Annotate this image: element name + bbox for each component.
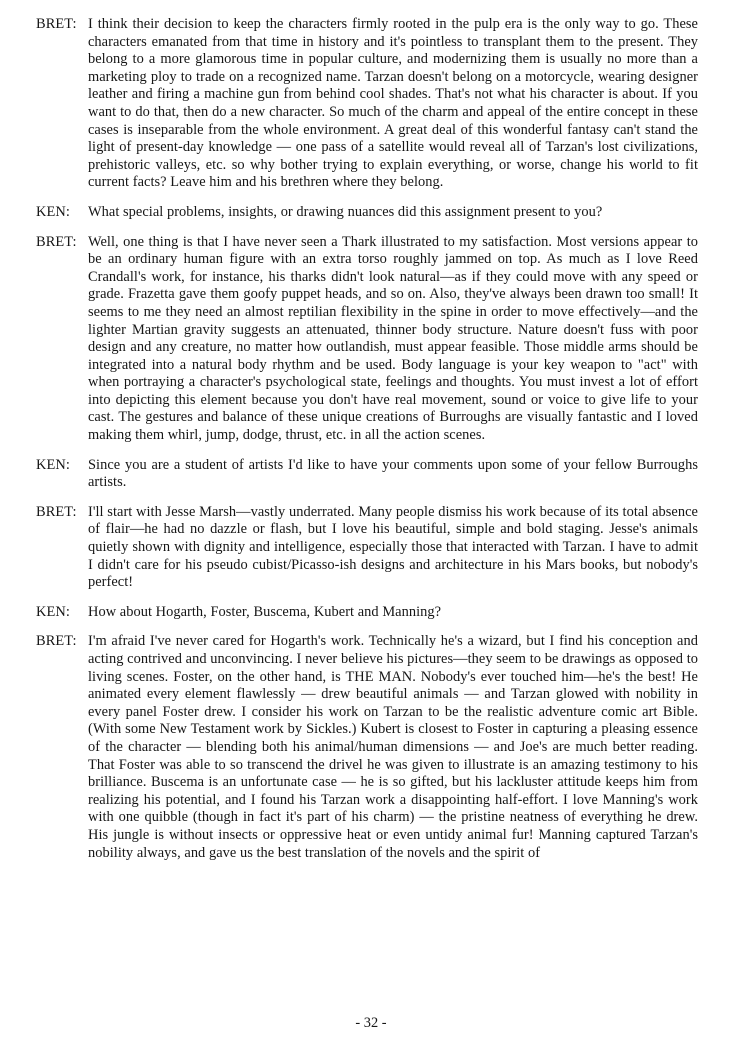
interview-entry xyxy=(36,457,698,492)
speaker-label: BRET: xyxy=(36,233,77,250)
speaker-label: BRET: xyxy=(36,503,77,520)
interview-entry xyxy=(36,604,698,622)
interview-entry xyxy=(36,204,698,222)
speech-paragraph: How about Hogarth, Foster, Buscema, Kubert and Manning? xyxy=(88,603,442,620)
speaker-label: KEN: xyxy=(36,603,70,620)
page-number: - 32 - xyxy=(355,1015,387,1031)
speech-paragraph: I'll start with Jesse Marsh—vastly underrated. Many people dismiss his work because of its total absence of flair—he had no dazzle or flash, but I love his beautiful, simple and bold staging. Jesse's animals quietly shown with dignity and intelligence, especially those that interacted with Tarzan. I have to admit I didn't care for his pseudo cubist/Picasso-ish designs and architecture in his Mars books, but nobody's perfect! xyxy=(88,503,698,591)
speaker-label: KEN: xyxy=(36,456,70,473)
speaker-label: BRET: xyxy=(36,16,77,32)
speaker-label: BRET: xyxy=(36,633,77,650)
interview-entry xyxy=(36,16,698,192)
speaker-label: KEN: xyxy=(36,203,70,220)
interview-entry xyxy=(36,633,698,862)
speech-paragraph: I'm afraid I've never cared for Hogarth's work. Technically he's a wizard, but I find his conception and acting contrived and unconvincing. I never believe his pictures—they seem to be drawings as opposed to living scenes. Foster, on the other hand, is THE MAN. Nobody's ever touched him—he's the best! He animated every element flawlessly — drew beautiful animals — and Tarzan glowed with nobility in every panel Foster drew. I consider his work on Tarzan to be the realistic adventure comic art Bible. (With some New Testament work by Sickles.) Kubert is closest to Foster in capturing a pleasing essence of the character — blending both his animal/human dimensions — and Joe's are much better reading. That Foster was able to so transcend the drivel he was given to illustrate is an amazing testimony to his brilliance. Buscema is an unfortunate case — he is so gifted, but his lackluster attitude keeps him from realizing his potential, and I found his Tarzan work a disappointing half-effort. I love Manning's work with one quibble (though in fact it's part of his charm) — the pristine neatness of everything he drew. His jungle is without insects or oppressive heat or even untidy animal fur! Manning captured Tarzan's nobility always, and gave us the best translation of the novels and the spirit of xyxy=(88,633,698,861)
speech-paragraph: Since you are a student of artists I'd like to have your comments upon some of your fellow Burroughs artists. xyxy=(88,456,698,491)
speech-paragraph: Well, one thing is that I have never seen a Thark illustrated to my satisfaction. Most versions appear to be an ordinary human figure with an extra torso roughly jammed on top. As much as I love Reed Crandall's work, for instance, his tharks didn't look natural—as if they could move with any speed or grade. Frazetta gave them goofy puppet heads, and so on. Also, they've always been drawn too small! It seems to me they need an almost reptilian flexibility in the spine in order to move effectively—and the lighter Martian gravity suggests an attenuated, thinner body structure. Nature doesn't fuss with poor design and any creature, no matter how outlandish, must appear feasible. Those middle arms should be integrated into a natural body rhythm and be used. Body language is your key weapon to "act" with when portraying a character's psychological state, feelings and thoughts. You must invest a lot of effort into depicting this element because you don't have real movement, sound or voice to give life to your cast. The gestures and balance of these unique creations of Burroughs are visually fantastic and I loved making them whirl, jump, dodge, thrust, etc. in all the action scenes. xyxy=(88,233,698,444)
speech-paragraph: What special problems, insights, or drawing nuances did this assignment present to you? xyxy=(88,203,603,220)
interview-entry xyxy=(36,234,698,445)
speech-paragraph: I think their decision to keep the characters firmly rooted in the pulp era is the only way to go. These characters emanated from that time in history and it's pointless to transplant them to the present. They belong to a more glamorous time in popular culture, and modernizing them is usually no more than a marketing ploy to trade on a recognized name. Tarzan doesn't belong on a motorcycle, wearing designer leather and firing a machine gun from behind cool shades. That's not what his character is about. If you want to do that, then do a new character. So much of the charm and appeal of the entire concept in these cases is inseparable from the whole environment. A great deal of this wonderful fantasy can't stand the light of present-day knowledge — one pass of a satellite would reveal all of Tarzan's lost civilizations, prehistoric valleys, etc. so why bother trying to explain everything, or worse, change his world to fit current facts? Leave him and his brethren where they belong. xyxy=(88,16,698,191)
interview-entry xyxy=(36,504,698,592)
